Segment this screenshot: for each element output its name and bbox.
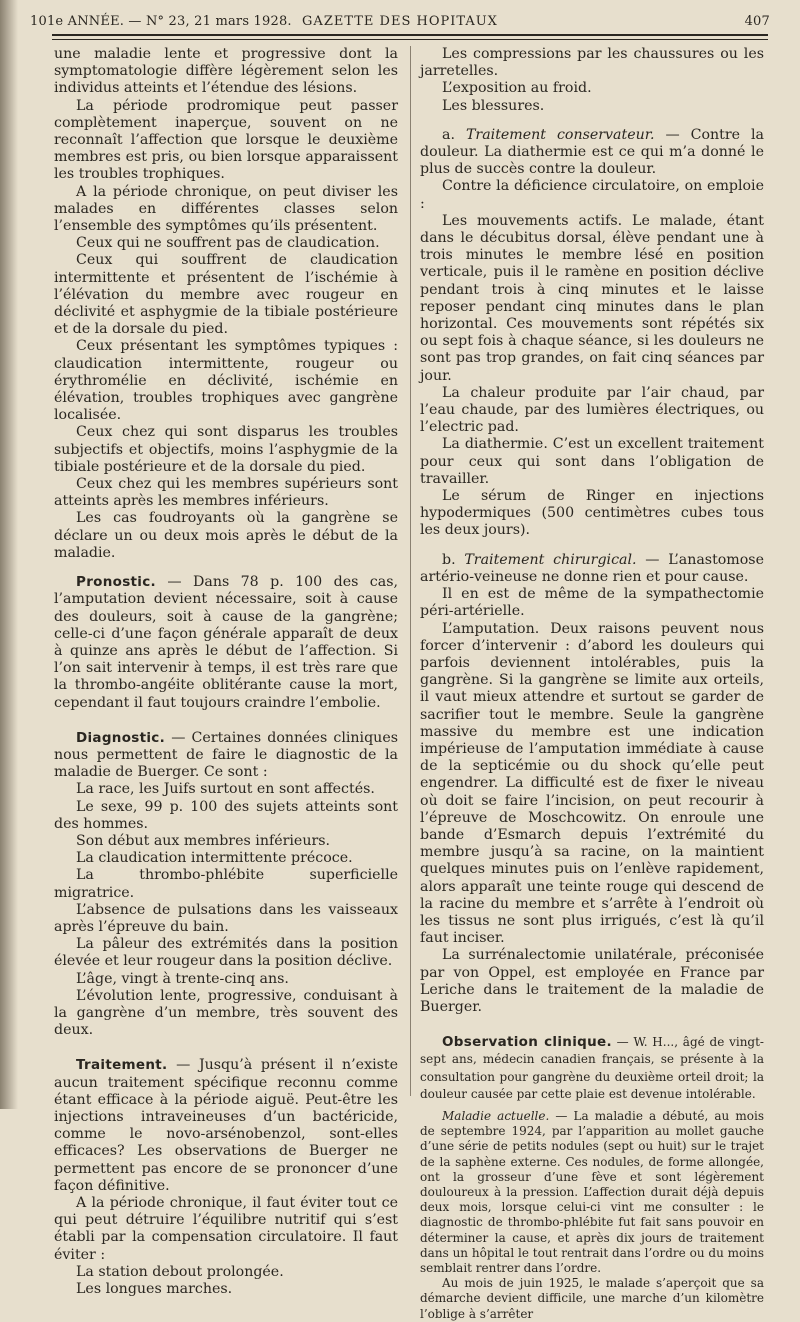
surgical-list xyxy=(420,586,764,1016)
conservative-item: Le sérum de Ringer en injections hypodermiques (500 centimètres cubes tous les deux jours). xyxy=(420,488,764,539)
conservative-text: — Contre la douleur. La diathermie est ce qui m’a donné le plus de succès contre la douleur. xyxy=(420,126,764,178)
maladie-actuelle-paragraph xyxy=(420,1109,764,1276)
issue-info: 101e ANNÉE. — N° 23, 21 mars 1928. xyxy=(30,14,292,29)
conservative-item: La diathermie. C’est un excellent traitement pour ceux qui sont dans l’obligation de travailler. xyxy=(420,436,764,487)
pronostic-paragraph xyxy=(54,574,398,712)
conservative-item: Les mouvements actifs. Le malade, étant dans le décubitus dorsal, élève pendant une à trois minutes le membre lésé en position verticale, puis il le ramène en position déclive pendant trois à cinq minutes et le laisse reposer pendant cinq minutes dans le plan horizontal. Ces mouvements sont répétés six ou sept fois à chaque séance, si les douleurs ne sont pas trop grandes, on fait cinq séances par jour. xyxy=(420,212,764,384)
intro-paragraphs xyxy=(54,46,398,562)
diagnostic-item: Le sexe, 99 p. 100 des sujets atteints sont des hommes. xyxy=(54,798,398,832)
intro-paragraph: Ceux qui ne souffrent pas de claudication. xyxy=(76,235,380,252)
diagnostic-item: La claudication intermittente précoce. xyxy=(76,850,353,867)
avoid-item: Les blessures. xyxy=(442,97,545,114)
avoid-item: Les compressions par les chaussures ou les jarretelles. xyxy=(420,46,764,80)
diagnostic-item: La thrombo-phlébite superficielle migratrice. xyxy=(54,867,398,901)
diagnostic-item: L’âge, vingt à trente-cinq ans. xyxy=(76,970,289,987)
surgical-item: Il en est de même de la sympathectomie péri-artérielle. xyxy=(420,586,764,620)
traitement-paragraph-2: A la période chronique, il faut éviter tout ce qui peut détruire l’équilibre nutritif qui s’est établi par la compensation circulatoire. Il faut éviter : xyxy=(54,1195,398,1263)
surgical-label: b. Traitement chirurgical. xyxy=(442,551,637,568)
observation-last-paragraph: Au mois de juin 1925, le malade s’aperçoit que sa démarche devient difficile, une marche d’un kilomètre l’oblige à s’arrêter xyxy=(420,1276,764,1321)
intro-paragraph: Les cas foudroyants où la gangrène se déclare un ou deux mois après le début de la maladie. xyxy=(54,510,398,561)
maladie-actuelle-text: — La maladie a débuté, au mois de septembre 1924, par l’apparition au mollet gauche d’une série de petits nodules (sept ou huit) sur le trajet de la saphène externe. Ces nodules, de forme allongée, ont la grosseur d’une fève et sont légèrement douloureux à la pression. L’affection durait déjà depuis deux mois, lorsque celui-ci vint me consulter : le diagnostic de thrombo-phlébite fut fait sans pouvoir en déterminer la cause, et après dix jours de traitement dans un hôpital le tout rentrait dans l’ordre ou du moins semblait rentrer dans l’ordre. xyxy=(420,1108,764,1276)
intro-paragraph: une maladie lente et progressive dont la symptomatologie diffère légèrement selon les individus atteints et l’étendue des lésions. xyxy=(54,46,398,97)
intro-paragraph: La période prodromique peut passer complètement inaperçue, souvent on ne reconnaît l’affection que lorsque le deuxième membres est pris, ou bien lorsque apparaissent les troubles trophiques. xyxy=(54,97,398,183)
conservative-item: La chaleur produite par l’air chaud, par l’eau chaude, par des lumières électriques, ou l’electric pad. xyxy=(420,384,764,436)
observation-paragraph xyxy=(420,1034,764,1103)
maladie-actuelle-label: Maladie actuelle. xyxy=(442,1108,550,1123)
traitement-list xyxy=(54,1264,398,1298)
traitement-paragraph xyxy=(54,1057,398,1195)
header-rule xyxy=(52,34,768,36)
intro-paragraph: Ceux chez qui les membres supérieurs sont atteints après les membres inférieurs. xyxy=(54,476,398,510)
journal-title: GAZETTE DES HOPITAUX xyxy=(302,14,498,29)
diagnostic-text: — Certaines données cliniques nous permettent de faire le diagnostic de la maladie de Buerger. Ce sont : xyxy=(54,729,398,781)
column-divider xyxy=(410,46,411,1096)
traitement-item: La station debout prolongée. xyxy=(76,1263,284,1280)
surgical-paragraph xyxy=(420,552,764,586)
diagnostic-paragraph xyxy=(54,730,398,782)
diagnostic-item: Son début aux membres inférieurs. xyxy=(76,832,331,849)
diagnostic-item: La pâleur des extrémités dans la position élevée et leur rougeur dans la position déclive. xyxy=(54,936,398,970)
traitement-heading: Traitement. xyxy=(76,1057,168,1074)
observation-heading: Observation clinique. xyxy=(442,1034,612,1051)
header-rule-thin xyxy=(52,39,768,40)
left-column xyxy=(54,46,398,1298)
diagnostic-heading: Diagnostic. xyxy=(76,729,166,746)
avoid-item: L’exposition au froid. xyxy=(442,80,592,97)
surgical-item: La surrénalectomie unilatérale, préconisée par von Oppel, est employée en France par Leriche dans le traitement de la maladie de Buerger. xyxy=(420,947,764,1015)
traitement-text: — Jusqu’à présent il n’existe aucun traitement spécifique reconnu comme étant efficace à la période aiguë. Peut-être les injections intraveineuses d’un bactéricide, comme le novo-arsénobenzol, sont-elles efficaces? Les observations de Buerger ne permettent pas encore de se prononcer d’une façon définitive. xyxy=(54,1057,398,1194)
traitement-item: Les longues marches. xyxy=(76,1281,233,1298)
page-number: 407 xyxy=(744,14,770,29)
right-column xyxy=(420,46,764,1322)
surgical-item: L’amputation. Deux raisons peuvent nous forcer d’intervenir : d’abord les douleurs qui parfois deviennent intolérables, puis la gangrène. Si la gangrène se limite aux orteils, il vaut mieux attendre et surtout se garder de sacrifier tout le membre. Seule la gangrène massive du membre est une indication impérieuse de l’amputation immédiate à cause de la septicémie ou du shock qu’elle peut engendrer. La difficulté est de fixer le niveau où doit se faire l’incision, on peut recourir à l’épreuve de Moschcowitz. On enroule une bande d’Esmarch depuis l’extrémité du membre jusqu’à sa racine, on la maintient quelques minutes puis on l’enlève rapidement, alors apparaît une teinte rouge qui descend de la racine du membre et s’arrête à l’endroit où les tissus ne sont plus irrigués, c’est là qu’il faut inciser. xyxy=(420,620,764,947)
diagnostic-list xyxy=(54,781,398,1039)
conservative-item: Contre la déficience circulatoire, on emploie : xyxy=(420,178,764,212)
diagnostic-item: L’évolution lente, progressive, conduisant à la gangrène d’un membre, très souvent des deux. xyxy=(54,987,398,1039)
pronostic-text: — Dans 78 p. 100 des cas, l’amputation devient nécessaire, soit à cause des douleurs, soit à cause de la gangrène; celle-ci d’une façon générale apparaît de deux à quinze ans après le début de l’affection. Si l’on sait intervenir à temps, il est très rare que la thrombo-angéite oblitérante cause la mort, cependant il faut toujours craindre l’embolie. xyxy=(54,574,398,711)
running-header xyxy=(30,12,770,32)
conservative-paragraph xyxy=(420,127,764,179)
intro-paragraph: A la période chronique, on peut diviser les malades en différentes classes selon l’ensemble des symptômes qu’ils présentent. xyxy=(54,183,398,235)
diagnostic-item: L’absence de pulsations dans les vaisseaux après l’épreuve du bain. xyxy=(54,901,398,935)
page-edge-shadow xyxy=(0,0,18,1109)
observation-text: — W. H..., âgé de vingt-sept ans, médecin canadien français, se présente à la consultation pour gangrène du deuxième orteil droit; la douleur causée par cette plaie est devenue intolérable. xyxy=(420,1035,764,1101)
avoid-list xyxy=(420,46,764,115)
pronostic-heading: Pronostic. xyxy=(76,574,156,591)
intro-paragraph: Ceux présentant les symptômes typiques : claudication intermittente, rougeur ou érythromélie en déclivité, ischémie en élévation, troubles trophiques avec gangrène localisée. xyxy=(54,338,398,424)
intro-paragraph: Ceux chez qui sont disparus les troubles subjectifs et objectifs, moins l’asphygmie de la tibiale postérieure et de la dorsale du pied. xyxy=(54,424,398,475)
conservative-list xyxy=(420,178,764,539)
conservative-label: a. Traitement conservateur. xyxy=(442,126,655,143)
intro-paragraph: Ceux qui souffrent de claudication intermittente et présentent de l’ischémie à l’élévation du membre avec rougeur en déclivité et asphygmie de la tibiale postérieure et de la dorsale du pied. xyxy=(54,252,398,338)
diagnostic-item: La race, les Juifs surtout en sont affectés. xyxy=(76,781,375,798)
surgical-text: — L’anastomose artério-veineuse ne donne rien et pour cause. xyxy=(420,551,764,585)
